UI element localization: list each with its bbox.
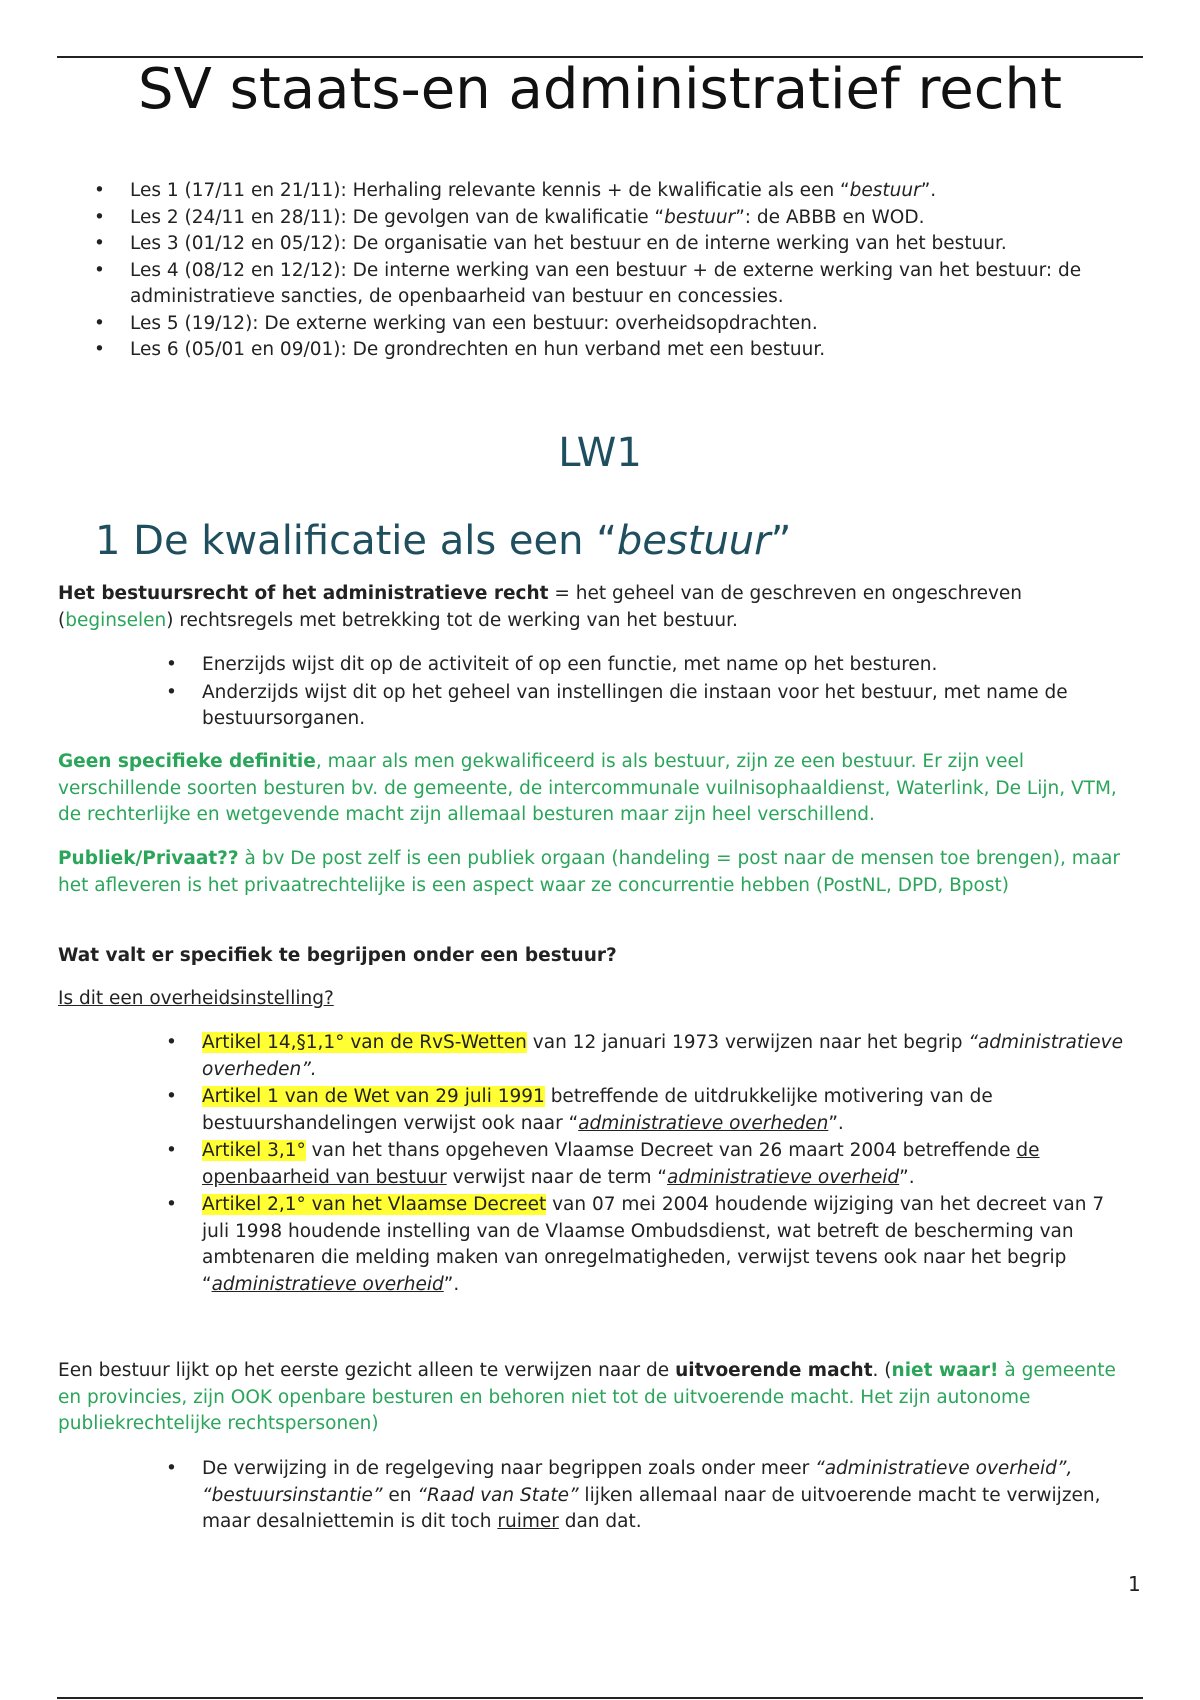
lesson-item: • Les 6 (05/01 en 09/01): De grondrechten en hun verband met een bestuur.: [94, 337, 1154, 364]
definition-paragraph: Het bestuursrecht of het administratieve recht = het geheel van de geschreven en ongeschreven (beginselen) rechtsregels met betrekking tot de werking van het bestuur.: [58, 583, 1023, 631]
article-list: [166, 1030, 1126, 1299]
lw-heading: LW1: [558, 430, 642, 476]
article-item: • Artikel 14,§1,1° van de RvS-Wetten van 12 januari 1973 verwijzen naar het begrip “administratieve overheden”.: [166, 1030, 1126, 1083]
article-item: • Artikel 2,1° van het Vlaamse Decreet van 07 mei 2004 houdende wijziging van het decreet van 7 juli 1998 houdende instelling van de Vlaamse Ombudsdienst, wat betreft de bescherming van ambtenaren die melding maken van onregelmatigheden, verwijst tevens ook naar het begrip “administratieve overheid”.: [166, 1192, 1126, 1298]
note-definitie: Geen specifieke definitie, maar als men gekwalificeerd is als bestuur, zijn ze een bestuur. Er zijn veel verschillende soorten besturen bv. de gemeente, de intercommunale vuilnisophaaldienst, Waterlink, De Lijn, VTM, de rechterlijke en wetgevende macht zijn allemaal besturen maar zijn heel verschillend.: [58, 751, 1117, 825]
document-title: SV staats-en administratief recht: [138, 57, 1062, 122]
lesson-item: • Les 2 (24/11 en 28/11): De gevolgen van de kwalificatie “bestuur”: de ABBB en WOD.: [94, 205, 1154, 232]
lesson-item: • Les 4 (08/12 en 12/12): De interne werking van een bestuur + de externe werking van het bestuur: de administratieve sancties, de openbaarheid van bestuur en concessies.: [94, 258, 1154, 311]
article-item: • Artikel 1 van de Wet van 29 juli 1991 betreffende de uitdrukkelijke motivering van de bestuurshandelingen verwijst ook naar “administratieve overheden”.: [166, 1084, 1126, 1137]
list-item: • Anderzijds wijst dit op het geheel van instellingen die instaan voor het bestuur, met name de bestuursorganen.: [166, 680, 1126, 733]
lesson-item: • Les 5 (19/12): De externe werking van een bestuur: overheidsopdrachten.: [94, 311, 1154, 338]
lesson-list: [94, 178, 1154, 364]
list-item: • Enerzijds wijst dit op de activiteit of op een functie, met name op het besturen.: [166, 652, 1126, 679]
question-heading: Wat valt er specifiek te begrijpen onder een bestuur?: [58, 945, 617, 966]
lesson-item: • Les 3 (01/12 en 05/12): De organisatie van het bestuur en de interne werking van het bestuur.: [94, 231, 1154, 258]
bottom-rule: [57, 1697, 1143, 1699]
uitvoerende-macht-bullets: [166, 1456, 1126, 1537]
article-item: • Artikel 3,1° van het thans opgeheven Vlaamse Decreet van 26 maart 2004 betreffende de openbaarheid van bestuur verwijst naar de term “administratieve overheid”.: [166, 1138, 1126, 1191]
note-publiek-privaat: Publiek/Privaat?? à bv De post zelf is een publiek orgaan (handeling = post naar de mensen toe brengen), maar het afleveren is het privaatrechtelijke is een aspect waar ze concurrentie hebben (PostNL, DPD, Bpost): [58, 848, 1121, 896]
uitvoerende-macht-paragraph: Een bestuur lijkt op het eerste gezicht alleen te verwijzen naar de uitvoerende macht. (niet waar! à gemeente en provincies, zijn OOK openbare besturen en behoren niet tot de uitvoerende macht. Het zijn autonome publiekrechtelijke rechtspersonen): [58, 1360, 1116, 1434]
lesson-item: • Les 1 (17/11 en 21/11): Herhaling relevante kennis + de kwalificatie als een “bestuur”.: [94, 178, 1154, 205]
page-number: 1: [1128, 1572, 1141, 1596]
section-heading: 1 De kwalificatie als een “bestuur”: [95, 518, 792, 564]
subquestion: Is dit een overheidsinstelling?: [58, 988, 334, 1009]
definition-bullets: [166, 652, 1126, 734]
list-item: • De verwijzing in de regelgeving naar begrippen zoals onder meer “administratieve overheid”, “bestuursinstantie” en “Raad van State” lijken allemaal naar de uitvoerende macht te verwijzen, maar desalniettemin is dit toch ruimer dan dat.: [166, 1456, 1126, 1536]
